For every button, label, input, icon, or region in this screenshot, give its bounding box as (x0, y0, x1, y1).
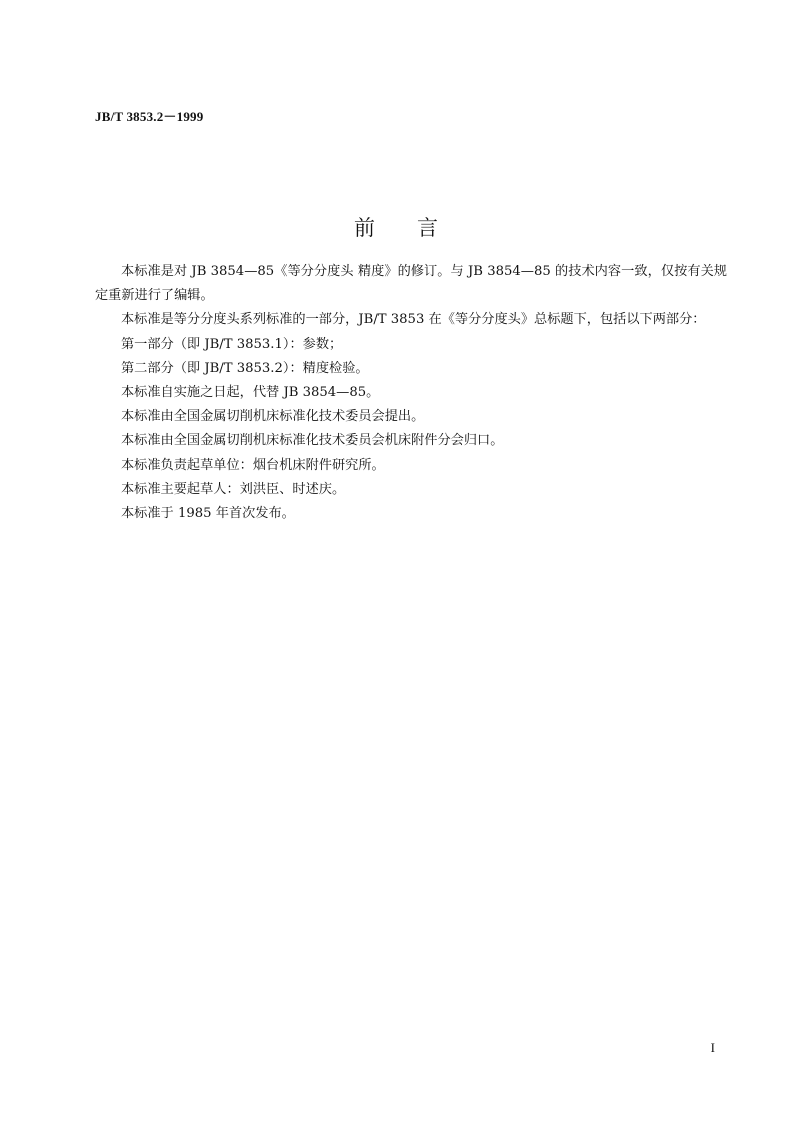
paragraph: 本标准是对 JB 3854—85《等分分度头 精度》的修订。与 JB 3854—85 的技术内容一致，仅按有关规定重新进行了编辑。 (95, 264, 727, 304)
paragraph: 本标准是等分分度头系列标准的一部分，JB/T 3853 在《等分分度头》总标题下，包括以下两部分： (121, 312, 706, 328)
title-char-2: 言 (417, 216, 438, 240)
paragraph: 本标准由全国金属切削机床标准化技术委员会机床附件分会归口。 (121, 433, 504, 449)
paragraph: 第一部分（即 JB/T 3853.1）：参数； (121, 336, 343, 352)
foreword-body (95, 260, 727, 526)
title-char-1: 前 (354, 216, 375, 240)
paragraph: 本标准于 1985 年首次发布。 (121, 506, 295, 522)
paragraph: 本标准负责起草单位：烟台机床附件研究所。 (121, 457, 385, 473)
page-number: I (710, 1040, 715, 1055)
paragraph: 本标准主要起草人：刘洪臣、时述庆。 (121, 481, 346, 497)
paragraph: 本标准由全国金属切削机床标准化技术委员会提出。 (121, 409, 425, 425)
page-title (0, 212, 792, 242)
standard-code: JB/T 3853.2－1999 (95, 109, 204, 124)
paragraph: 本标准自实施之日起，代替 JB 3854—85。 (121, 385, 380, 401)
paragraph: 第二部分（即 JB/T 3853.2）：精度检验。 (121, 360, 369, 376)
